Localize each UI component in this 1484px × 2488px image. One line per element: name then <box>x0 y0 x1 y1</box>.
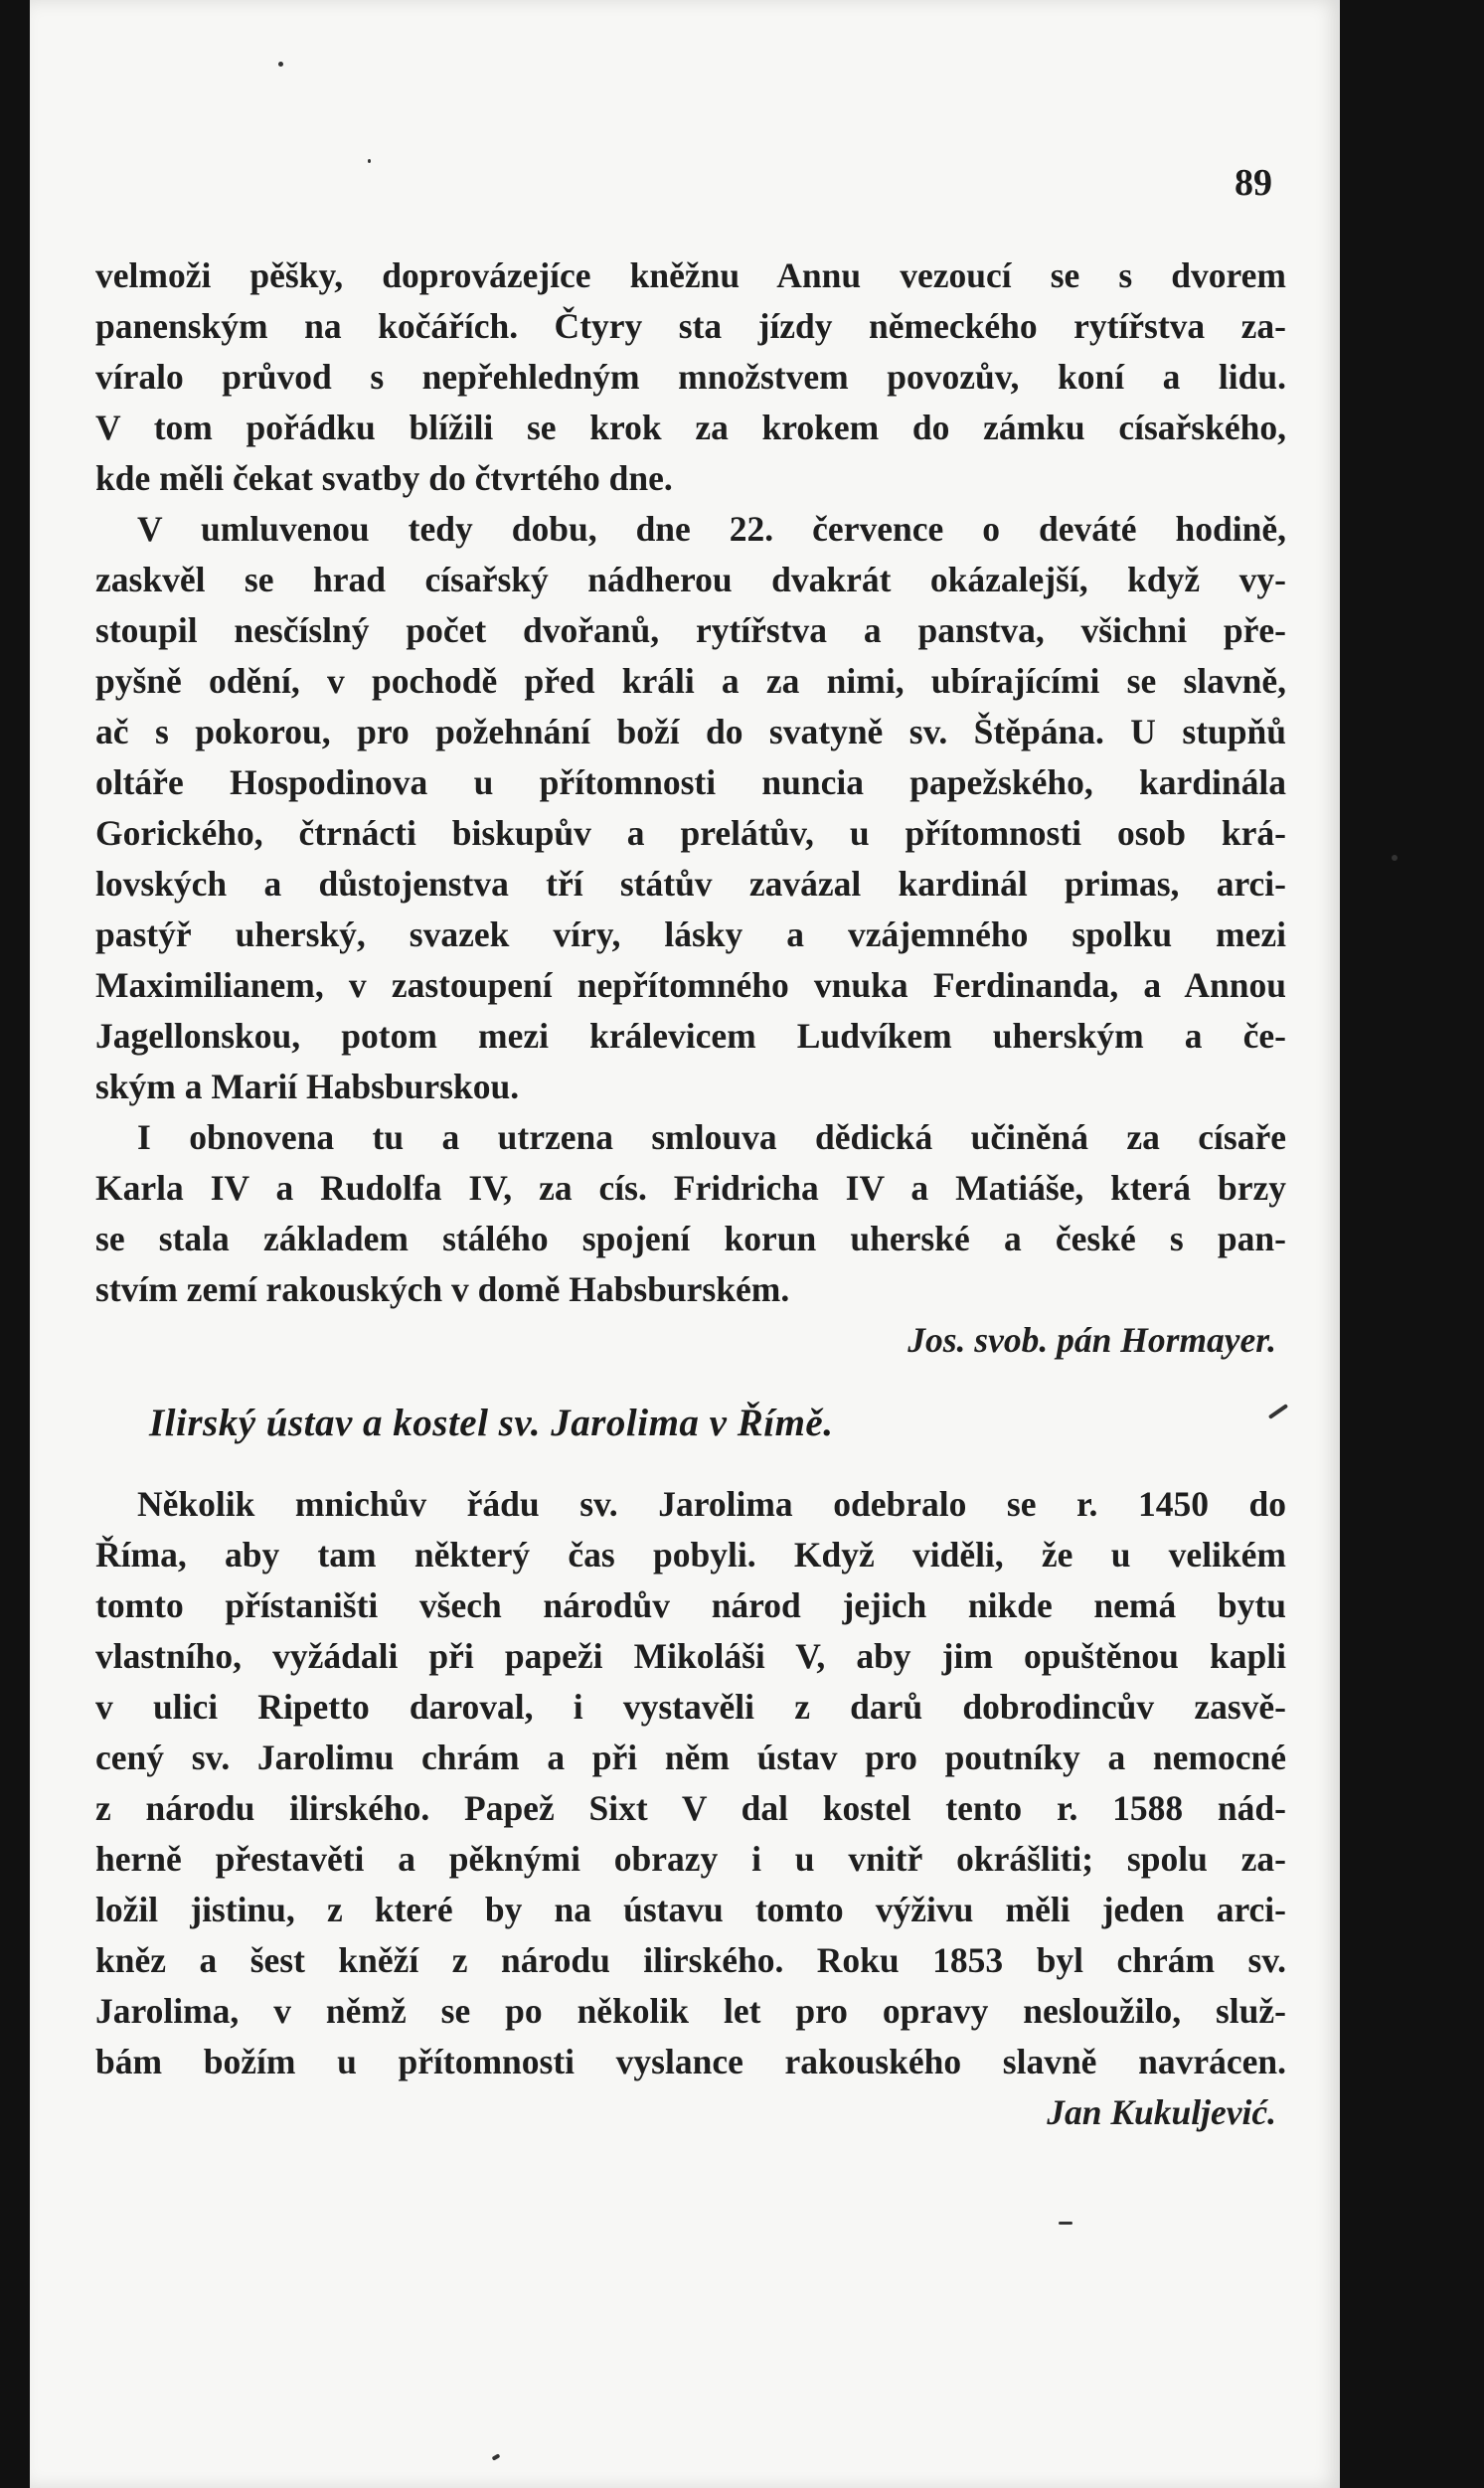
text-line: Maximilianem, v zastoupení nepřítomného vnuka Ferdinanda, a Annou <box>95 965 1286 1005</box>
text-line: Jarolima, v němž se po několik let pro opravy nesloužilo, služ- <box>95 1991 1286 2031</box>
text-line: lovských a důstojenstva tří státův zavázal kardinál primas, arci- <box>95 864 1286 904</box>
text-line: V umluvenou tedy dobu, dne 22. července o deváté hodině, <box>137 509 1286 549</box>
text-line: Jagellonskou, potom mezi králevicem Ludvíkem uherským a če- <box>95 1016 1286 1056</box>
text-line: z národu ilirského. Papež Sixt V dal kostel tento r. 1588 nád- <box>95 1788 1286 1828</box>
author-signature: Jan Kukuljević. <box>1047 2092 1276 2132</box>
paper-speck <box>368 159 371 163</box>
text-line: zaskvěl se hrad císařský nádherou dvakrát okázalejší, když vy- <box>95 560 1286 599</box>
text-line: tomto přístaništi všech národův národ jejich nikde nemá bytu <box>95 1585 1286 1625</box>
text-line: stoupil nesčíslný počet dvořanů, rytířstva a panstva, všichni pře- <box>95 610 1286 650</box>
text-line: herně přestavěti a pěknými obrazy i u vnitř okrášliti; spolu za- <box>95 1839 1286 1879</box>
article-title: Ilirský ústav a kostel sv. Jarolima v Římě. <box>149 1402 834 1444</box>
author-signature: Jos. svob. pán Hormayer. <box>907 1320 1276 1360</box>
text-line: Říma, aby tam některý čas pobyli. Když viděli, že u velikém <box>95 1535 1286 1575</box>
text-line: pastýř uherský, svazek víry, lásky a vzájemného spolku mezi <box>95 914 1286 954</box>
text-line: Gorického, čtrnácti biskupův a prelátův, u přítomnosti osob krá- <box>95 813 1286 853</box>
book-page <box>30 0 1340 2488</box>
text-line: ložil jistinu, z které by na ústavu tomto výživu měli jeden arci- <box>95 1890 1286 1929</box>
text-line: stvím zemí rakouských v domě Habsburském. <box>95 1269 790 1309</box>
text-line: panenským na kočářích. Čtyry sta jízdy německého rytířstva za- <box>95 306 1286 346</box>
text-line: I obnovena tu a utrzena smlouva dědická učiněná za císaře <box>137 1117 1286 1157</box>
text-block-upper <box>95 250 1286 1366</box>
text-block-article <box>95 1479 1286 2138</box>
text-line: velmoži pěšky, doprovázejíce kněžnu Annu vezoucí se s dvorem <box>95 255 1286 295</box>
text-line: oltáře Hospodinova u přítomnosti nuncia papežského, kardinála <box>95 762 1286 802</box>
paper-speck <box>492 2453 501 2460</box>
text-line: kde měli čekat svatby do čtvrtého dne. <box>95 458 673 498</box>
page-number: 89 <box>1235 162 1272 204</box>
text-line: pyšně odění, v pochodě před králi a za nimi, ubírajícími se slavně, <box>95 661 1286 701</box>
paper-speck <box>278 62 283 67</box>
text-line: V tom pořádku blížili se krok za krokem do zámku císařského, <box>95 408 1286 447</box>
text-line: kněz a šest kněží z národu ilirského. Roku 1853 byl chrám sv. <box>95 1940 1286 1980</box>
text-line: víralo průvod s nepřehledným množstvem povozův, koní a lidu. <box>95 357 1286 397</box>
text-line: se stala základem stálého spojení korun uherské a české s pan- <box>95 1219 1286 1258</box>
paper-speck <box>1268 1404 1288 1419</box>
text-line: cený sv. Jarolimu chrám a při něm ústav pro poutníky a nemocné <box>95 1738 1286 1777</box>
paper-speck <box>1059 2222 1072 2225</box>
text-line: Karla IV a Rudolfa IV, za cís. Fridricha IV a Matiáše, která brzy <box>95 1168 1286 1208</box>
text-line: vlastního, vyžádali při papeži Mikoláši V, aby jim opuštěnou kapli <box>95 1636 1286 1676</box>
text-line: bám božím u přítomnosti vyslance rakouského slavně navrácen. <box>95 2042 1286 2081</box>
text-line: Několik mnichův řádu sv. Jarolima odebralo se r. 1450 do <box>137 1484 1286 1524</box>
text-line: v ulici Ripetto daroval, i vystavěli z darů dobrodincův zasvě- <box>95 1687 1286 1727</box>
paper-speck <box>1392 855 1398 861</box>
text-line: ským a Marií Habsburskou. <box>95 1067 520 1106</box>
text-line: ač s pokorou, pro požehnání boží do svatyně sv. Štěpána. U stupňů <box>95 712 1286 751</box>
